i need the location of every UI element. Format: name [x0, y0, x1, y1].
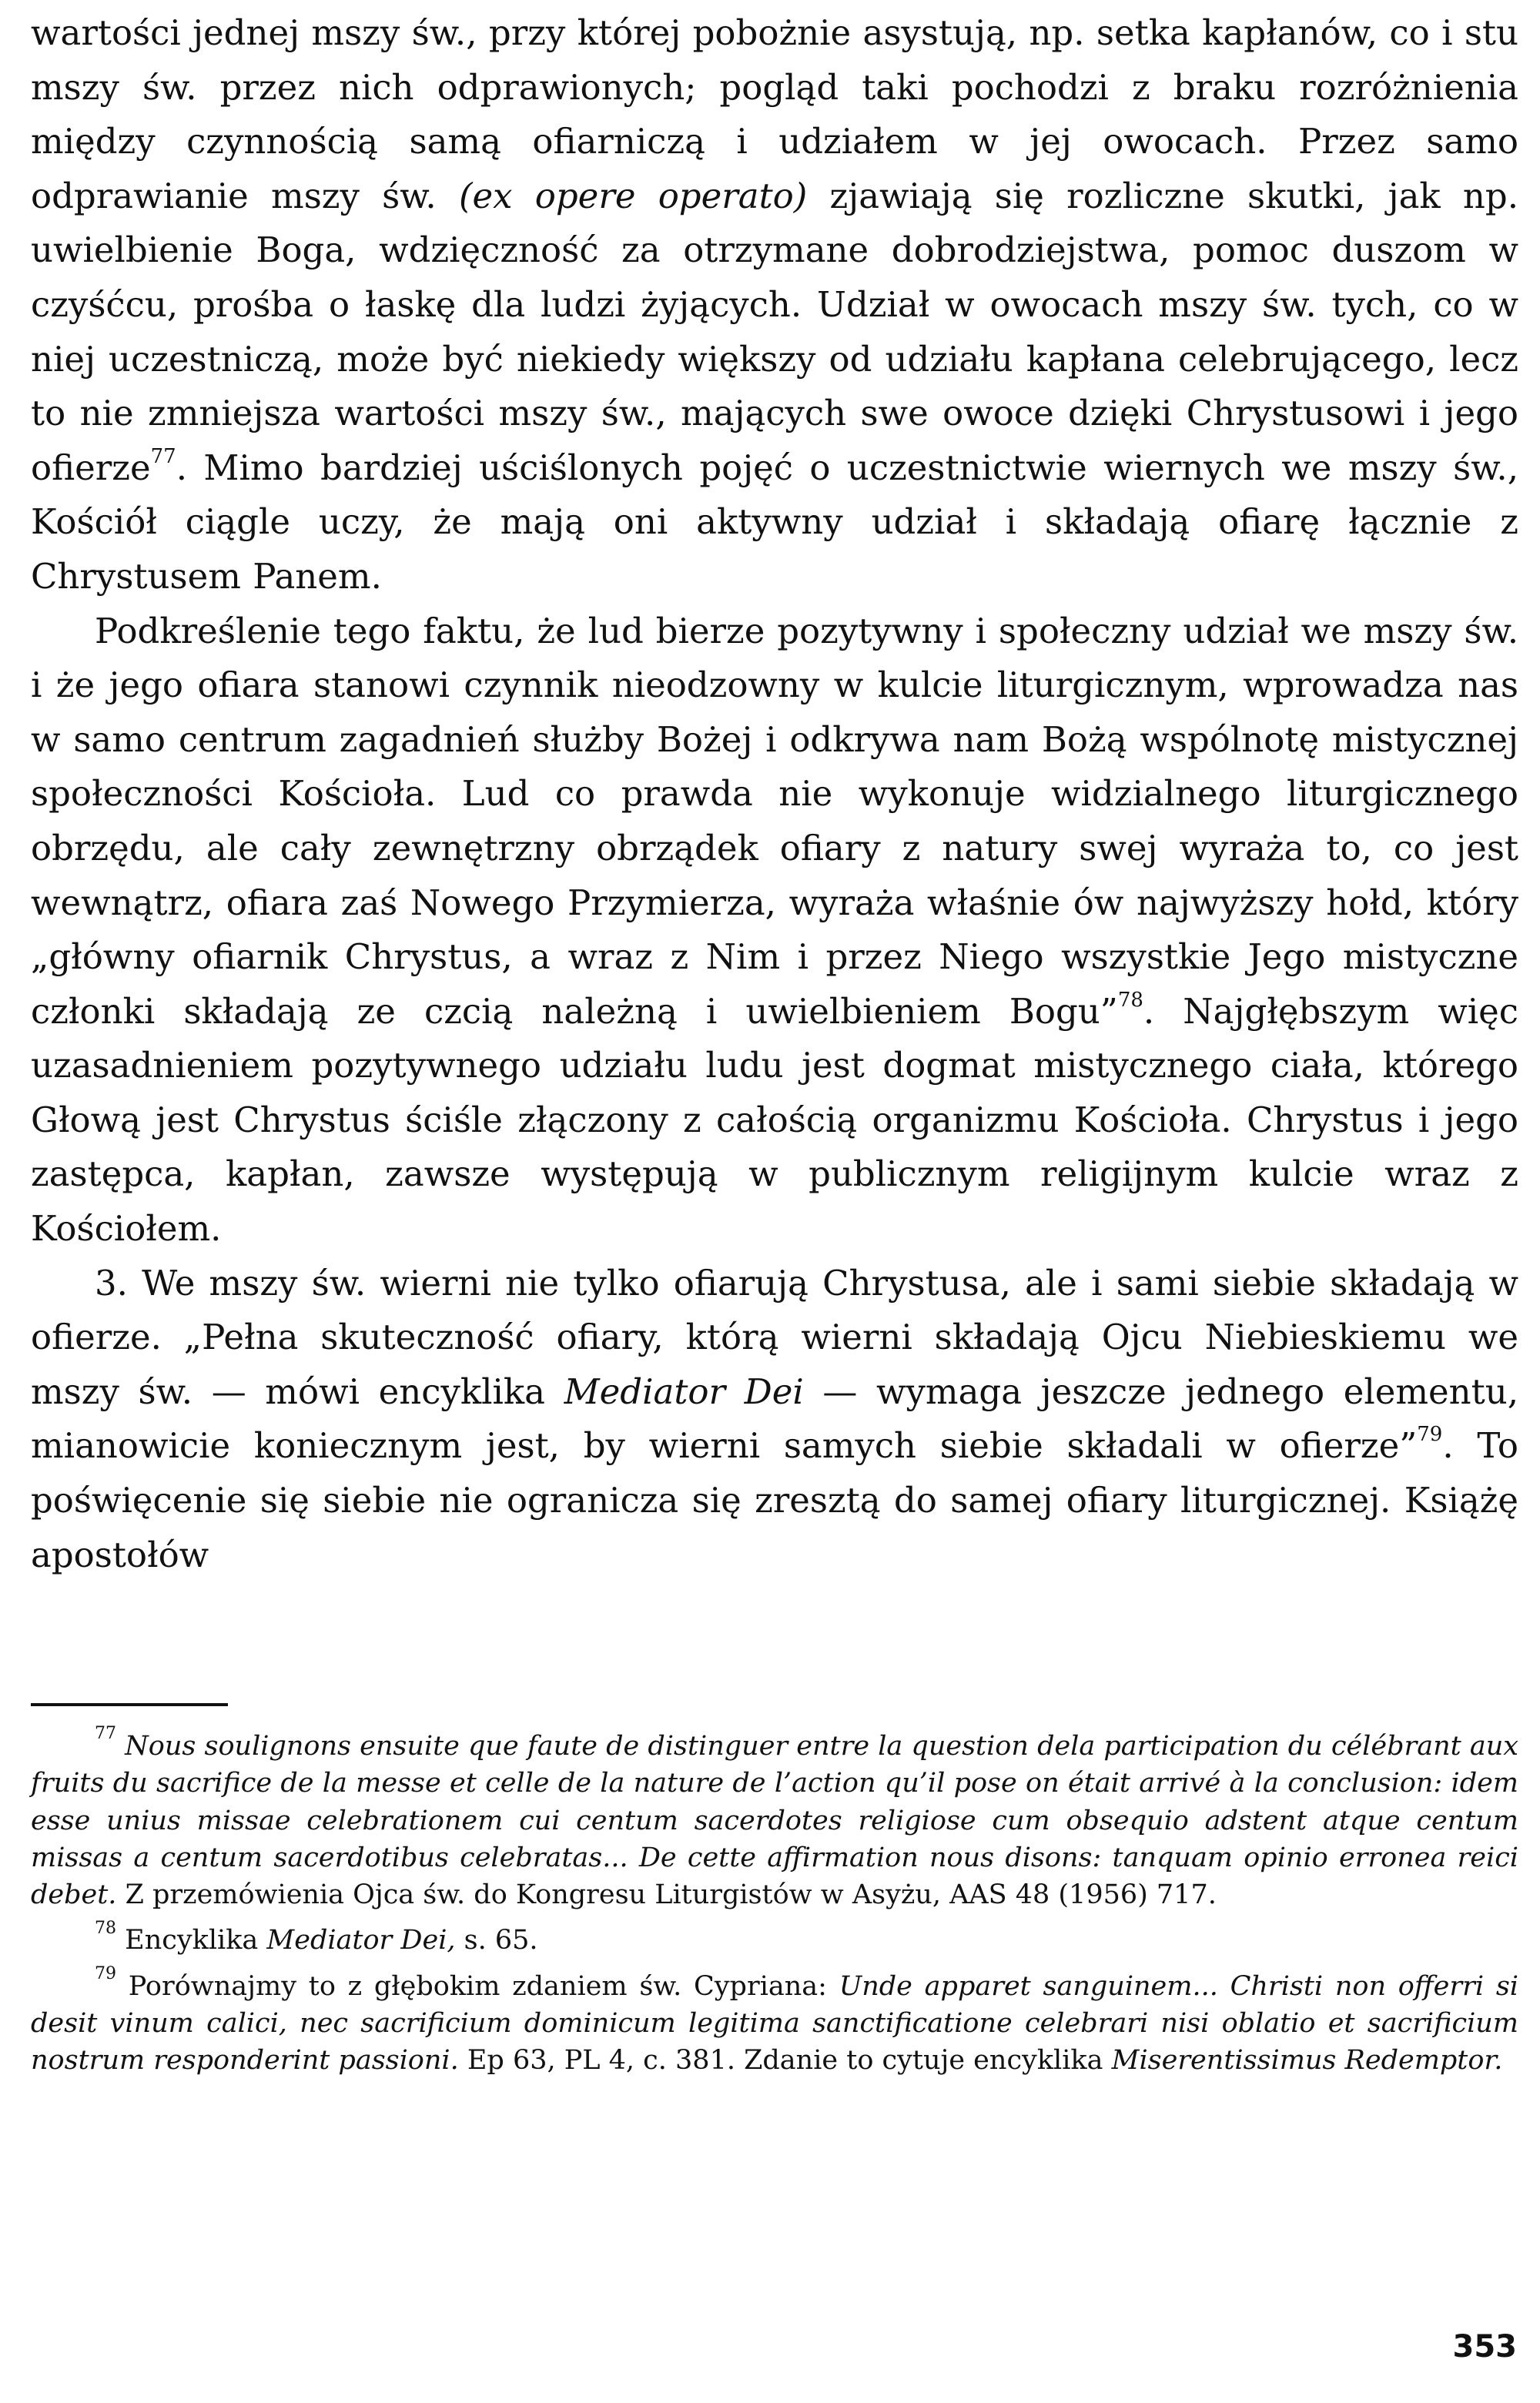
- p1-text-c: . Mimo bardziej uściślonych pojęć o uczestnictwie wiernych we mszy św., Kościół ciągle uczy, że mają oni aktywny udział i składają ofiarę łącznie z Chrystusem Panem.: [31, 447, 1518, 597]
- p3-text-a: 3. We mszy św. wierni nie tylko ofiarują Chrystusa, ale i sami siebie składają w ofierze. „Pełna skuteczność ofiary, którą wierni składają Ojcu Niebieskiemu we mszy św. — mówi encyklika: [31, 1262, 1518, 1412]
- footnotes: [31, 1724, 1518, 2080]
- p3-text-c: . To poświęcenie się siebie nie ogranicza się zresztą do samej ofiary liturgicznej. Książę apostołów: [31, 1425, 1518, 1575]
- footnote-77-quote: Nous soulignons ensuite que faute de distinguer entre la question dela participation du célébrant aux fruits du sacrifice de la messe et celle de la nature de l’action qu’il pose on était arrivé à la conclusion: idem esse unius missae celebrationem cui centum sacerdotes religiose cum obsequio adstent atque centum missas a centum sacerdotibus celebratas... De cette affirmation nous disons: tanquam opinio erronea reici debet.: [31, 1731, 1518, 1911]
- p1-italic: (ex opere operato): [458, 175, 808, 216]
- p1-text-a: wartości jednej mszy św., przy której pobożnie asystują, np. setka kapłanów, co i stu mszy św. przez nich odprawionych; pogląd taki pochodzi z braku rozróżnienia między czynnością samą ofiarniczą i udziałem w jej owocach. Przez samo odprawianie mszy św.: [31, 12, 1518, 216]
- footnote-77-source: Z przemówienia Ojca św. do Kongresu Liturgistów w Asyżu, AAS 48 (1956) 717.: [116, 1879, 1217, 1911]
- footnote-ref-77: 77: [150, 444, 176, 468]
- p2-text-a: Podkreślenie tego faktu, że lud bierze pozytywny i społeczny udział we mszy św. i że jego ofiara stanowi czynnik nieodzowny w kulcie liturgicznym, wprowadza nas w samo centrum zagadnień służby Bożej i odkrywa nam Bożą wspólnotę mistycznej społeczności Kościoła. Lud co prawda nie wykonuje widzialnego liturgicznego obrzędu, ale cały zewnętrzny obrządek ofiary z natury swej wyraża to, co jest wewnątrz, ofiara zaś Nowego Przymierza, wyraża właśnie ów najwyższy hołd, który „główny ofiarnik Chrystus, a wraz z Nim i przez Niego wszystkie Jego mistyczne członki składają ze czcią należną i uwielbieniem Bogu”: [31, 610, 1518, 1032]
- footnote-77: [31, 1724, 1518, 1913]
- footnote-ref-79: 79: [1417, 1423, 1443, 1447]
- footnote-79: [31, 1964, 1518, 2080]
- footnote-number: 77: [95, 1724, 116, 1744]
- paragraph-1: [31, 6, 1518, 604]
- footnote-number: 78: [95, 1918, 116, 1938]
- footnote-78-text-b: s. 65.: [455, 1925, 538, 1956]
- footnote-79-title: Miserentissimus Redemptor.: [1111, 2045, 1503, 2077]
- p3-text-b: — wymaga jeszcze jednego elementu, mianowicie koniecznym jest, by wierni samych siebie składali w ofierze”: [31, 1371, 1518, 1467]
- footnote-number: 79: [95, 1964, 116, 1984]
- footnote-79-text-a: Porównajmy to z głębokim zdaniem św. Cypriana:: [128, 1970, 839, 2002]
- footnote-79-quote: Unde apparet sanguinem... Christi non offerri si desit vinum calici, nec sacrificium dominicum legitima sanctificatione celebrari nisi oblatio et sacrificium nostrum responderint passioni.: [31, 1970, 1518, 2077]
- main-text: [31, 6, 1518, 1582]
- p1-text-b: zjawiają się rozliczne skutki, jak np. uwielbienie Boga, wdzięczność za otrzymane dobrodziejstwa, pomoc duszom w czyśćcu, prośba o łaskę dla ludzi żyjących. Udział w owocach mszy św. tych, co w niej uczestniczą, może być niekiedy większy od udziału kapłana celebrującego, lecz to nie zmniejsza wartości mszy św., mających swe owoce dzięki Chrystusowi i jego ofierze: [31, 175, 1519, 488]
- paragraph-3: [31, 1257, 1518, 1583]
- p2-text-b: . Najgłębszym więc uzasadnieniem pozytywnego udziału ludu jest dogmat mistycznego ciała, którego Głową jest Chrystus ściśle złączony z całością organizmu Kościoła. Chrystus i jego zastępca, kapłan, zawsze występują w publicznym religijnym kulcie wraz z Kościołem.: [31, 990, 1519, 1250]
- page-number: 353: [1452, 2329, 1517, 2365]
- footnote-78: [31, 1918, 1518, 1959]
- footnote-78-text-a: Encyklika: [125, 1925, 267, 1956]
- p3-italic: Mediator Dei: [564, 1371, 804, 1412]
- footnote-79-text-b: Ep 63, PL 4, c. 381. Zdanie to cytuje encyklika: [458, 2045, 1112, 2077]
- paragraph-2: [31, 604, 1518, 1257]
- footnote-divider: [31, 1703, 228, 1706]
- footnote-78-title: Mediator Dei,: [266, 1925, 456, 1956]
- footnote-ref-78: 78: [1117, 988, 1143, 1012]
